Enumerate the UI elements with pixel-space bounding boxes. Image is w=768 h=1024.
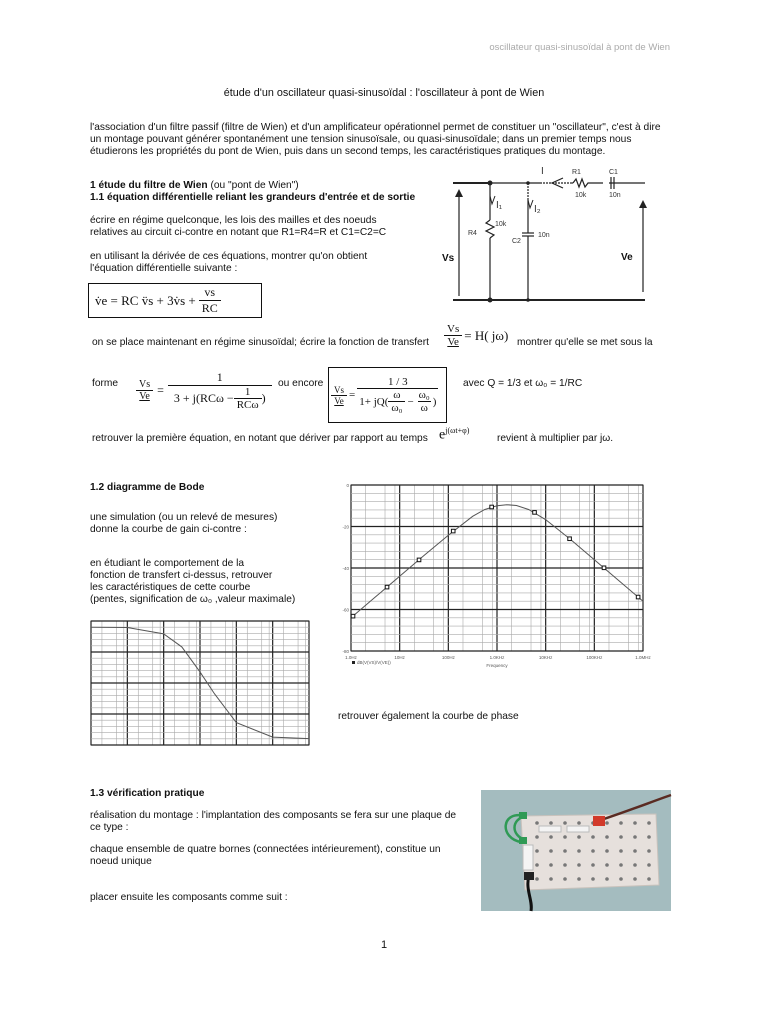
breadboard-hole [619, 835, 623, 839]
breadboard-hole [577, 849, 581, 853]
text-line: chaque ensemble de quatre bornes (connectées intérieurement), constitue un [90, 844, 441, 855]
text-line: l'équation différentielle suivante : [90, 263, 238, 274]
transfer-form-1: $\frac{Vs}{Ve}$ = 1 3 + j(RCω − $\frac{1}{\text{RCω}}$ ) [136, 370, 272, 411]
breadboard-hole [577, 877, 581, 881]
transfer-rhs: = H( jω) [464, 327, 509, 343]
breadboard-hole [605, 821, 609, 825]
breadboard-hole [563, 835, 567, 839]
breadboard-hole [605, 863, 609, 867]
form1-den-a: 3 + j(RCω − [173, 391, 234, 405]
form2-num: 1 / 3 [388, 376, 408, 388]
transfer-function [444, 323, 508, 348]
text-line: écrire en régime quelconque, les lois des mailles et des noeuds [90, 215, 377, 226]
form1-inner-num: 1 [244, 386, 251, 398]
breadboard-hole [549, 835, 553, 839]
text-line: les caractéristiques de cette courbe [90, 582, 251, 593]
breadboard-hole [577, 863, 581, 867]
ve: Ve [331, 395, 347, 406]
breadboard-hole [591, 863, 595, 867]
minus: − [407, 395, 414, 408]
breadboard-hole [549, 821, 553, 825]
data-marker [533, 511, 537, 515]
text-line: une simulation (ou un relevé de mesures) [90, 512, 278, 523]
breadboard-hole [647, 835, 651, 839]
text-line: donne la courbe de gain ci-contre : [90, 524, 247, 535]
exp-sup: j(ωt+φ) [445, 426, 470, 435]
breadboard-hole [605, 849, 609, 853]
transfer-num: Vs [447, 323, 460, 335]
data-marker [351, 614, 355, 618]
verification-text-2 [90, 844, 441, 868]
breadboard-hole [535, 849, 539, 853]
page-title: étude d'un oscillateur quasi-sinusoïdal : l'oscillateur à pont de Wien [223, 87, 545, 99]
breadboard-hole [647, 821, 651, 825]
y-tick-label: -80 [342, 649, 349, 654]
label-R1-value: 10k [575, 192, 587, 199]
vs: Vs [334, 384, 345, 395]
omega0: ω₀ [388, 401, 405, 414]
x-tick-label: 100KHz [586, 655, 603, 660]
text-line: fonction de transfert ci-dessus, retrouver [90, 570, 273, 581]
retrouver-text-2: revient à multiplier par jω. [497, 433, 614, 444]
y-tick-label: -20 [342, 524, 349, 530]
breadboard-hole [535, 821, 539, 825]
bode-text-2 [90, 558, 295, 606]
wien-bridge-circuit [442, 160, 670, 308]
form2-den-b: ) [432, 395, 437, 408]
data-marker [451, 529, 455, 533]
breadboard-hole [577, 835, 581, 839]
label-Ve: Ve [621, 252, 633, 263]
heading-bold: 1 étude du filtre de Wien [90, 180, 208, 191]
breadboard-hole [563, 821, 567, 825]
instruction-laws [90, 215, 386, 239]
data-marker [417, 558, 421, 562]
section-1-2-heading: 1.2 diagramme de Bode [90, 482, 205, 493]
phase-text: retrouver également la courbe de phase [338, 711, 519, 722]
breadboard-hole [549, 877, 553, 881]
heading-rest: (ou "pont de Wien") [207, 180, 299, 191]
breadboard-hole [591, 849, 595, 853]
intro-line: un montage pouvant générer spontanément une tension sinusoïsale, ou quasi-sinusoïdale; dans un premier temps nous [90, 134, 632, 145]
equation-den: RC [199, 300, 221, 316]
omega0: ω₀ [418, 389, 430, 401]
ve: Ve [136, 390, 153, 402]
breadboard-hole [619, 849, 623, 853]
data-marker [385, 585, 389, 589]
x-tick-label: 100Hz [441, 655, 455, 660]
page-number: 1 [381, 939, 388, 951]
breadboard-hole [563, 863, 567, 867]
breadboard-hole [591, 835, 595, 839]
breadboard-hole [605, 877, 609, 881]
breadboard-hole [591, 877, 595, 881]
transfer-form-2-box: $\frac{Vs}{Ve}$ = 1 / 3 1+ jQ( $\frac{\omega}{\text{ω₀}}$ − $\frac{\text{ω₀}}{\omega}$ ) [328, 367, 447, 423]
legend-marker [352, 661, 355, 664]
exponential [439, 426, 469, 444]
breadboard-hole [605, 835, 609, 839]
bode-text-1 [90, 512, 277, 536]
breadboard-hole [619, 877, 623, 881]
sub-heading: 1.1 équation différentielle reliant les grandeurs d'entrée et de sortie [90, 192, 416, 203]
transfer-den: Ve [444, 335, 462, 348]
x-tick-label: 1.0Hz [345, 655, 357, 660]
data-marker [568, 537, 572, 541]
label-C2: C2 [512, 238, 521, 245]
phase-bode-chart [82, 612, 314, 760]
y-tick-label: -60 [342, 607, 349, 613]
label-Vs: Vs [442, 253, 455, 264]
breadboard-hole [563, 849, 567, 853]
form2-den-a: 1+ jQ( [359, 395, 389, 408]
sinus-text-2: montrer qu'elle se met sous la [517, 337, 653, 348]
data-marker [490, 505, 494, 509]
label-I2: I₂ [534, 204, 541, 215]
label-C1-value: 10n [609, 192, 621, 199]
breadboard-hole [619, 863, 623, 867]
verification-text-3: placer ensuite les composants comme suit : [90, 892, 288, 903]
breadboard-photo [481, 790, 671, 911]
forme-label: forme [92, 378, 119, 389]
omega: ω [393, 389, 401, 401]
intro-paragraph [90, 122, 661, 158]
x-tick-label: 10Hz [394, 655, 405, 660]
label-I: I [541, 166, 544, 177]
x-tick-label: 1.0MHz [635, 655, 651, 660]
text-line: noeud unique [90, 856, 152, 867]
form1-den-b: ) [261, 391, 266, 405]
label-C1: C1 [609, 169, 618, 176]
retrouver-text: retrouver la première équation, en notant que dériver par rapport au temps [92, 433, 428, 444]
label-R1: R1 [572, 169, 581, 176]
text-line: réalisation du montage : l'implantation des composants se fera sur une plaque de [90, 810, 457, 821]
breadboard-hole [647, 863, 651, 867]
instruction-derivative [90, 251, 367, 275]
breadboard-hole [549, 863, 553, 867]
text-line: (pentes, signification de ω₀ ,valeur maximale) [90, 594, 296, 605]
running-header: oscillateur quasi-sinusoïdal à pont de Wien [489, 42, 670, 53]
label-I1: I₁ [496, 200, 503, 211]
breadboard-hole [647, 877, 651, 881]
section-1-heading [90, 180, 415, 204]
legend-label: dB(V(VS)/V(VE)) [357, 660, 391, 665]
avec-text: avec Q = 1/3 et ω₀ = 1/RC [463, 378, 583, 389]
breadboard-hole [577, 821, 581, 825]
label-R4-value: 10k [495, 221, 507, 228]
gain-bode-chart [330, 478, 655, 673]
breadboard-hole [633, 835, 637, 839]
data-marker [602, 566, 606, 570]
y-tick-label: 0 [346, 483, 349, 488]
breadboard-hole [633, 863, 637, 867]
breadboard-hole [535, 835, 539, 839]
form1-inner-den: RCω [234, 398, 262, 411]
y-tick-label: -40 [342, 566, 349, 571]
intro-line: étudierons les propriétés du pont de Wien, puis dans un second temps, les caractéristiques pratiques du montage. [90, 146, 606, 157]
x-tick-label: 10KHz [538, 655, 553, 660]
breadboard-hole [535, 863, 539, 867]
omega: ω [418, 401, 431, 414]
text-line: ce type : [90, 822, 129, 833]
breadboard-hole [633, 877, 637, 881]
exp-base: e [439, 427, 446, 443]
section-1-3-heading: 1.3 vérification pratique [90, 788, 205, 799]
label-C2-value: 10n [538, 232, 550, 239]
equation-lhs: v̇e = RC v̈s + 3v̇s + [95, 292, 196, 308]
label-R4: R4 [468, 230, 477, 237]
form1-num: 1 [216, 370, 223, 384]
ou-encore: ou encore [278, 378, 324, 389]
x-tick-label: 1.0KHz [489, 655, 505, 660]
breadboard-hole [549, 849, 553, 853]
sinus-text: on se place maintenant en régime sinusoïdal; écrire la fonction de transfert [92, 337, 429, 348]
vs: Vs [139, 379, 151, 390]
data-marker [636, 595, 640, 599]
equation-num: vs [204, 285, 216, 299]
breadboard-hole [619, 821, 623, 825]
text-line: relatives au circuit ci-contre en notant que R1=R4=R et C1=C2=C [90, 227, 387, 238]
differential-equation-box [88, 283, 262, 318]
text-line: en utilisant la dérivée de ces équations, montrer qu'on obtient [90, 251, 368, 262]
text-line: en étudiant le comportement de la [90, 558, 245, 569]
breadboard-hole [633, 849, 637, 853]
breadboard-hole [535, 877, 539, 881]
breadboard-hole [633, 821, 637, 825]
breadboard-hole [563, 877, 567, 881]
x-axis-label: Frequency [486, 663, 508, 668]
verification-text-1 [90, 810, 456, 834]
intro-line: l'association d'un filtre passif (filtre de Wien) et d'un amplificateur opérationnel permet de constituer un "oscillateur", c'est à dire [90, 122, 661, 133]
breadboard-hole [647, 849, 651, 853]
